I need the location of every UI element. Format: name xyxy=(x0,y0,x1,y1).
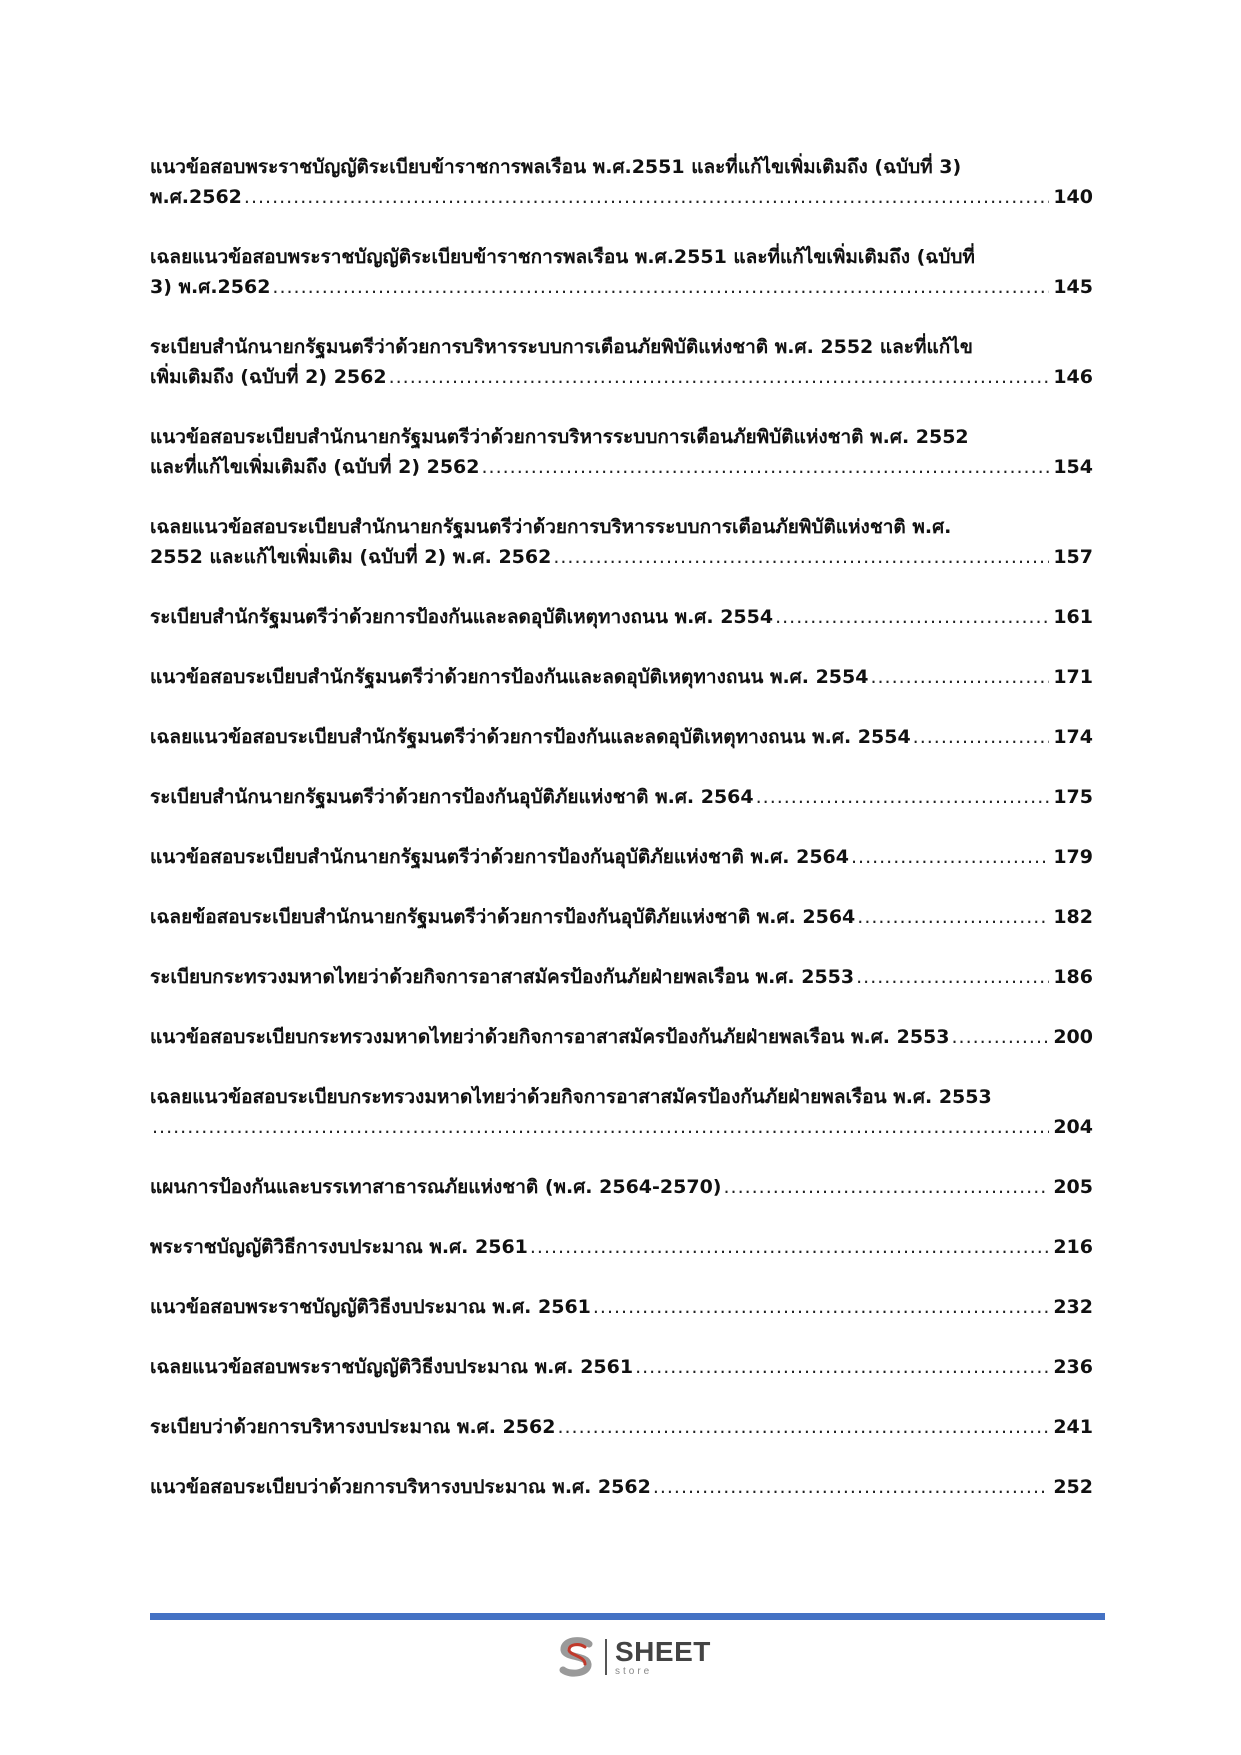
dot-leader xyxy=(635,1352,1049,1382)
toc-entry-leader-line xyxy=(150,362,1093,392)
dot-leader xyxy=(152,1112,1049,1142)
toc-entry[interactable] xyxy=(150,1472,1093,1502)
toc-entry-leader-line xyxy=(150,662,1093,692)
toc-entry-title-line: แนวข้อสอบพระราชบัญญัติระเบียบข้าราชการพลเรือน พ.ศ.2551 และที่แก้ไขเพิ่มเติมถึง (ฉบับที่ 3) xyxy=(150,156,962,178)
toc-entry[interactable] xyxy=(150,332,1093,392)
toc-entry-leader-line xyxy=(150,1292,1093,1322)
dot-leader xyxy=(913,722,1050,752)
toc-entry-leader-line xyxy=(150,902,1093,932)
toc-entry-page-number: 182 xyxy=(1053,906,1093,928)
toc-entry[interactable] xyxy=(150,842,1093,872)
toc-entry[interactable] xyxy=(150,512,1093,572)
toc-entry-leader-line xyxy=(150,182,1093,212)
toc-entry-page-number: 236 xyxy=(1053,1356,1093,1378)
toc-entry-page-number: 174 xyxy=(1053,726,1093,748)
toc-entry-page-number: 179 xyxy=(1053,846,1093,868)
toc-entry-title: แนวข้อสอบระเบียบว่าด้วยการบริหารงบประมาณ พ.ศ. 2562 xyxy=(150,1476,651,1498)
toc-entry-title: ระเบียบสำนักรัฐมนตรีว่าด้วยการป้องกันและลดอุบัติเหตุทางถนน พ.ศ. 2554 xyxy=(150,606,774,628)
dot-leader xyxy=(553,542,1049,572)
toc-entry[interactable] xyxy=(150,1172,1093,1202)
toc-entry-leader-line xyxy=(150,542,1093,572)
toc-entry-title: แนวข้อสอบระเบียบสำนักนายกรัฐมนตรีว่าด้วยการป้องกันอุบัติภัยแห่งชาติ พ.ศ. 2564 xyxy=(150,846,849,868)
toc-entry[interactable] xyxy=(150,902,1093,932)
toc-entry-title: พระราชบัญญัติวิธีการงบประมาณ พ.ศ. 2561 xyxy=(150,1236,528,1258)
toc-entry-page-number: 146 xyxy=(1053,366,1093,388)
dot-leader xyxy=(389,362,1050,392)
toc-entry-title: แผนการป้องกันและบรรเทาสาธารณภัยแห่งชาติ (พ.ศ. 2564-2570) xyxy=(150,1176,722,1198)
toc-entry-title: ระเบียบสำนักนายกรัฐมนตรีว่าด้วยการป้องกันอุบัติภัยแห่งชาติ พ.ศ. 2564 xyxy=(150,786,754,808)
dot-leader xyxy=(856,962,1049,992)
toc-entry[interactable] xyxy=(150,1082,1093,1142)
toc-entry-title: เฉลยข้อสอบระเบียบสำนักนายกรัฐมนตรีว่าด้วยการป้องกันอุบัติภัยแห่งชาติ พ.ศ. 2564 xyxy=(150,906,856,928)
toc-entry[interactable] xyxy=(150,962,1093,992)
dot-leader xyxy=(857,902,1049,932)
sheet-store-logo xyxy=(555,1632,711,1682)
toc-entry-title: พ.ศ.2562 xyxy=(150,186,242,208)
toc-entry-leader-line xyxy=(150,1022,1093,1052)
toc-entry-title: ระเบียบว่าด้วยการบริหารงบประมาณ พ.ศ. 2562 xyxy=(150,1416,556,1438)
toc-entry[interactable] xyxy=(150,1352,1093,1382)
toc-entry-page-number: 154 xyxy=(1053,456,1093,478)
toc-entry[interactable] xyxy=(150,662,1093,692)
toc-entry-title: 2552 และแก้ไขเพิ่มเติม (ฉบับที่ 2) พ.ศ. 2562 xyxy=(150,546,552,568)
toc-entry-title: แนวข้อสอบระเบียบสำนักรัฐมนตรีว่าด้วยการป้องกันและลดอุบัติเหตุทางถนน พ.ศ. 2554 xyxy=(150,666,869,688)
toc-entry-title: และที่แก้ไขเพิ่มเติมถึง (ฉบับที่ 2) 2562 xyxy=(150,456,480,478)
toc-entry-title-line: เฉลยแนวข้อสอบระเบียบกระทรวงมหาดไทยว่าด้วยกิจการอาสาสมัครป้องกันภัยฝ่ายพลเรือน พ.ศ. 2553 xyxy=(150,1086,992,1108)
toc-entry-title: 3) พ.ศ.2562 xyxy=(150,276,271,298)
dot-leader xyxy=(653,1472,1050,1502)
logo-separator xyxy=(605,1639,607,1675)
toc-entry-leader-line xyxy=(150,1172,1093,1202)
sheet-store-logo-icon xyxy=(555,1635,599,1679)
dot-leader xyxy=(244,182,1049,212)
toc-entry[interactable] xyxy=(150,1022,1093,1052)
toc-entry[interactable] xyxy=(150,1232,1093,1262)
toc-entry-title: แนวข้อสอบระเบียบกระทรวงมหาดไทยว่าด้วยกิจการอาสาสมัครป้องกันภัยฝ่ายพลเรือน พ.ศ. 2553 xyxy=(150,1026,950,1048)
toc-entry-title-line: เฉลยแนวข้อสอบระเบียบสำนักนายกรัฐมนตรีว่าด้วยการบริหารระบบการเตือนภัยพิบัติแห่งชาติ พ.ศ. xyxy=(150,516,952,538)
toc-entry-leader-line xyxy=(150,842,1093,872)
logo-title: SHEET xyxy=(615,1635,711,1667)
toc-entry-title: เพิ่มเติมถึง (ฉบับที่ 2) 2562 xyxy=(150,366,387,388)
toc-entry[interactable] xyxy=(150,242,1093,302)
toc-entry-page-number: 161 xyxy=(1053,606,1093,628)
toc-entry-page-number: 145 xyxy=(1053,276,1093,298)
toc-entry-page-number: 216 xyxy=(1053,1236,1093,1258)
toc-entry-leader-line xyxy=(150,1352,1093,1382)
toc-entry-page-number: 200 xyxy=(1053,1026,1093,1048)
toc-entry-page-number: 232 xyxy=(1053,1296,1093,1318)
toc-entry[interactable] xyxy=(150,152,1093,212)
toc-entry-leader-line xyxy=(150,1232,1093,1262)
toc-entry-title: เฉลยแนวข้อสอบระเบียบสำนักรัฐมนตรีว่าด้วยการป้องกันและลดอุบัติเหตุทางถนน พ.ศ. 2554 xyxy=(150,726,911,748)
toc-entry-page-number: 252 xyxy=(1053,1476,1093,1498)
toc-entry[interactable] xyxy=(150,782,1093,812)
toc-entry-leader-line xyxy=(150,452,1093,482)
dot-leader xyxy=(593,1292,1049,1322)
dot-leader xyxy=(851,842,1049,872)
dot-leader xyxy=(952,1022,1050,1052)
dot-leader xyxy=(870,662,1049,692)
toc-entry-title-line: แนวข้อสอบระเบียบสำนักนายกรัฐมนตรีว่าด้วยการบริหารระบบการเตือนภัยพิบัติแห่งชาติ พ.ศ. 2552 xyxy=(150,426,969,448)
toc-entry-page-number: 171 xyxy=(1053,666,1093,688)
toc-entry[interactable] xyxy=(150,602,1093,632)
dot-leader xyxy=(723,1172,1049,1202)
toc-entry[interactable] xyxy=(150,1412,1093,1442)
toc-entry-page-number: 157 xyxy=(1053,546,1093,568)
toc-entry-page-number: 175 xyxy=(1053,786,1093,808)
toc-entry[interactable] xyxy=(150,422,1093,482)
toc-entry-page-number: 140 xyxy=(1053,186,1093,208)
toc-entry-page-number: 204 xyxy=(1053,1116,1093,1138)
toc-entry-leader-line xyxy=(150,272,1093,302)
toc-entry-leader-line xyxy=(150,602,1093,632)
toc-entry-page-number: 186 xyxy=(1053,966,1093,988)
toc-entry-leader-line xyxy=(150,722,1093,752)
toc-entry-leader-line xyxy=(150,782,1093,812)
toc-entry-leader-line xyxy=(150,1112,1093,1142)
logo-subtitle: store xyxy=(615,1665,653,1677)
table-of-contents xyxy=(150,152,1093,1532)
toc-entry-title: ระเบียบกระทรวงมหาดไทยว่าด้วยกิจการอาสาสมัครป้องกันภัยฝ่ายพลเรือน พ.ศ. 2553 xyxy=(150,966,855,988)
dot-leader xyxy=(272,272,1049,302)
footer-divider xyxy=(150,1613,1105,1620)
toc-entry-leader-line xyxy=(150,962,1093,992)
toc-entry-page-number: 205 xyxy=(1053,1176,1093,1198)
toc-entry-title-line: ระเบียบสำนักนายกรัฐมนตรีว่าด้วยการบริหารระบบการเตือนภัยพิบัติแห่งชาติ พ.ศ. 2552 และที่แก้ไข xyxy=(150,336,973,358)
toc-entry-title: เฉลยแนวข้อสอบพระราชบัญญัติวิธีงบประมาณ พ.ศ. 2561 xyxy=(150,1356,634,1378)
toc-entry[interactable] xyxy=(150,1292,1093,1322)
dot-leader xyxy=(775,602,1049,632)
toc-entry-leader-line xyxy=(150,1412,1093,1442)
toc-entry[interactable] xyxy=(150,722,1093,752)
dot-leader xyxy=(756,782,1050,812)
toc-entry-leader-line xyxy=(150,1472,1093,1502)
dot-leader xyxy=(482,452,1050,482)
toc-entry-title-line: เฉลยแนวข้อสอบพระราชบัญญัติระเบียบข้าราชการพลเรือน พ.ศ.2551 และที่แก้ไขเพิ่มเติมถึง (ฉบับที่ xyxy=(150,246,975,268)
dot-leader xyxy=(557,1412,1049,1442)
dot-leader xyxy=(530,1232,1049,1262)
toc-entry-page-number: 241 xyxy=(1053,1416,1093,1438)
toc-entry-title: แนวข้อสอบพระราชบัญญัติวิธีงบประมาณ พ.ศ. 2561 xyxy=(150,1296,591,1318)
